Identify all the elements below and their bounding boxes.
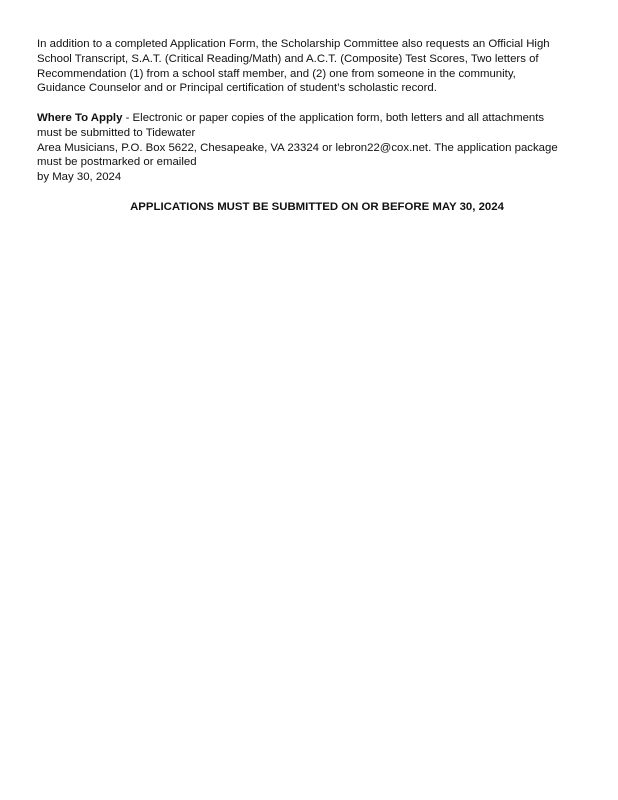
deadline-notice: APPLICATIONS MUST BE SUBMITTED ON OR BEFORE MAY 30, 2024 <box>130 200 504 213</box>
where-to-apply-paragraph <box>37 111 585 185</box>
where-to-apply-line: by May 30, 2024 <box>37 171 122 184</box>
paragraph-spacer <box>37 96 585 111</box>
requirements-line: School Transcript, S.A.T. (Critical Reading/Math) and A.C.T. (Composite) Test Scores, Two letters of <box>37 52 539 65</box>
where-to-apply-first-line <box>37 111 585 126</box>
requirements-paragraph <box>37 37 585 96</box>
requirements-line: Guidance Counselor and or Principal certification of student’s scholastic record. <box>37 82 437 95</box>
where-to-apply-line: Area Musicians, P.O. Box 5622, Chesapeake, VA 23324 or lebron22@cox.net. The application package <box>37 141 558 154</box>
where-to-apply-line: must be submitted to Tidewater <box>37 126 196 139</box>
where-to-apply-label: Where To Apply <box>37 111 123 124</box>
requirements-line: In addition to a completed Application Form, the Scholarship Committee also requests an Official High <box>37 38 550 50</box>
where-to-apply-line: must be postmarked or emailed <box>37 156 197 169</box>
where-to-apply-first-line-text: - Electronic or paper copies of the application form, both letters and all attachments <box>122 111 545 124</box>
requirements-line: Recommendation (1) from a school staff member, and (2) one from someone in the community, <box>37 67 516 80</box>
document-page <box>37 37 585 215</box>
